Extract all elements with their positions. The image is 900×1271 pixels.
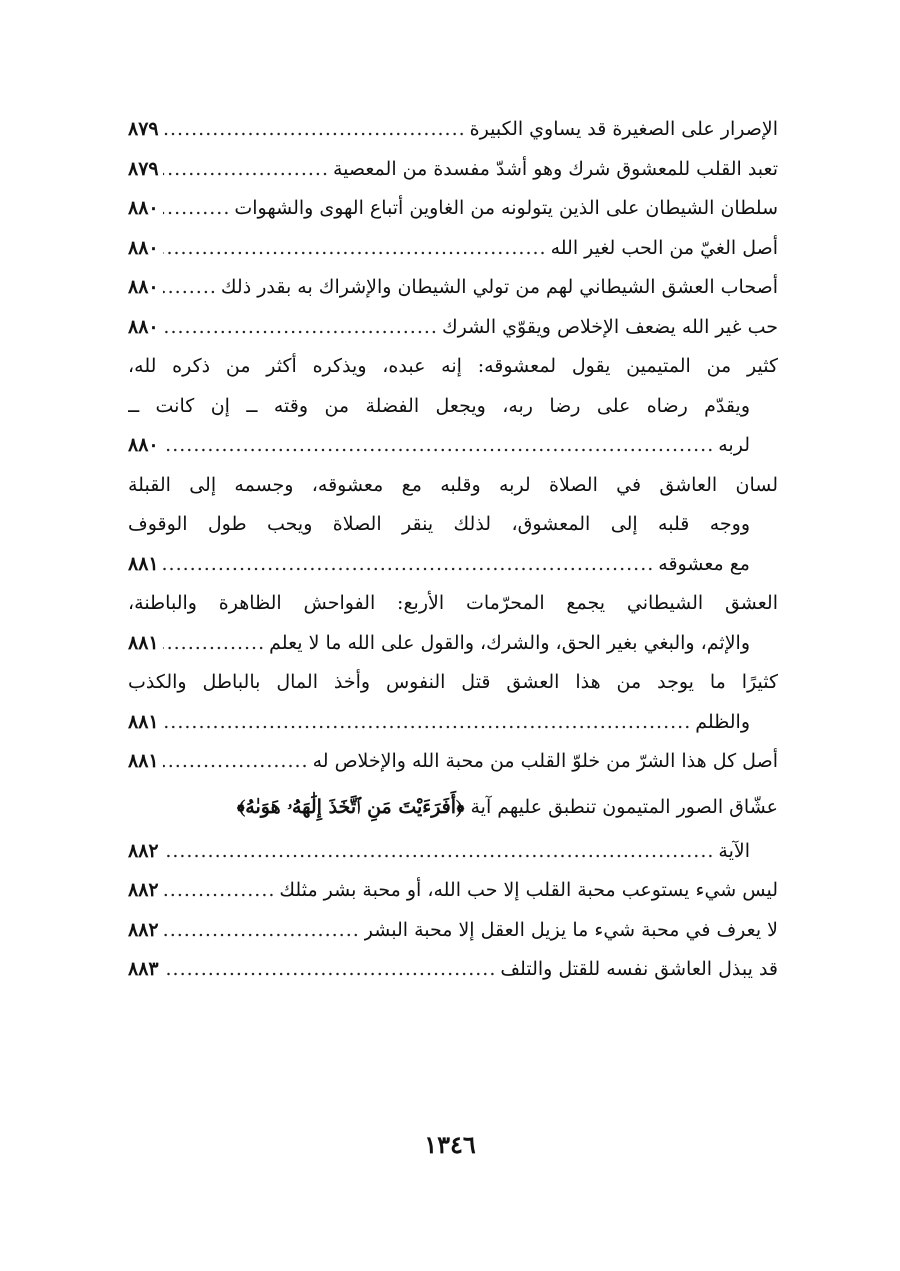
leader-dots <box>163 950 497 990</box>
toc-entry <box>128 229 778 269</box>
toc-entry <box>128 584 778 663</box>
leader-dots <box>163 871 276 911</box>
toc-entry <box>128 911 778 951</box>
page-ref: ٨٨١ <box>128 710 159 733</box>
entry-title-line: كثير من المتيمين يقول لمعشوقه: إنه عبده، ويذكره أكثر من ذكره لله، <box>128 355 778 377</box>
toc-entry <box>128 308 778 348</box>
page-ref: ٨٨٠ <box>128 315 159 338</box>
leader-dots <box>163 832 715 872</box>
table-of-contents <box>128 110 778 990</box>
toc-entry <box>128 742 778 782</box>
page-ref: ٨٨٠ <box>128 276 159 298</box>
entry-title-line: ووجه قلبه إلى المعشوق، لذلك ينقر الصلاة ويحب طول الوقوف <box>128 513 750 535</box>
entry-title-line: عشّاق الصور المتيمون تنطبق عليهم آية <box>470 795 778 818</box>
page-ref: ٨٨١ <box>128 552 159 575</box>
toc-entry <box>128 189 778 229</box>
page-ref: ٨٨٢ <box>128 918 159 941</box>
entry-title-line: العشق الشيطاني يجمع المحرّمات الأربع: الفواحش الظاهرة والباطنة، <box>128 592 778 614</box>
leader-dots <box>163 703 692 743</box>
entry-title-line: كثيرًا ما يوجد من هذا العشق قتل النفوس وأخذ المال بالباطل والكذب <box>128 671 778 693</box>
page-ref: ٨٧٩ <box>128 118 159 140</box>
entry-title: قد يبذل العاشق نفسه للقتل والتلف <box>500 958 778 980</box>
page-ref: ٨٨٠ <box>128 434 159 456</box>
entry-title-line: والإثم، والبغي بغير الحق، والشرك، والقول على الله ما لا يعلم <box>269 631 750 654</box>
page-number: ١٣٤٦ <box>424 1130 476 1159</box>
entry-title: أصل كل هذا الشرّ من خلوّ القلب من محبة الله والإخلاص له <box>312 750 778 772</box>
page-ref: ٨٨٢ <box>128 839 159 862</box>
leader-dots <box>163 150 329 190</box>
entry-title: تعبد القلب للمعشوق شرك وهو أشدّ مفسدة من المعصية <box>332 157 778 180</box>
entry-title-line: مع معشوقه <box>658 552 750 575</box>
entry-title: لا يعرف في محبة شيء ما يزيل العقل إلا محبة البشر <box>363 918 778 941</box>
leader-dots <box>163 229 547 269</box>
leader-dots <box>163 742 309 782</box>
toc-entry <box>128 782 778 872</box>
toc-entry <box>128 268 778 308</box>
leader-dots <box>163 624 266 664</box>
entry-title: أصل الغيّ من الحب لغير الله <box>550 236 778 259</box>
quran-verse: ﴿أَفَرَءَيْتَ مَنِ ٱتَّخَذَ إِلَٰهَهُۥ هَوَىٰهُ﴾ <box>236 795 465 818</box>
leader-dots <box>163 308 438 348</box>
page-ref: ٨٨١ <box>128 750 159 772</box>
toc-entry <box>128 466 778 585</box>
toc-entry <box>128 110 778 150</box>
toc-entry <box>128 950 778 990</box>
toc-entry <box>128 347 778 466</box>
page-ref: ٨٨٠ <box>128 197 159 219</box>
page-ref: ٨٨٢ <box>128 879 159 901</box>
entry-title-line: ويقدّم رضاه على رضا ربه، ويجعل الفضلة من وقته ــ إن كانت ــ <box>128 394 750 417</box>
toc-entry <box>128 150 778 190</box>
entry-title: سلطان الشيطان على الذين يتولونه من الغاوين أتباع الهوى والشهوات <box>234 197 778 219</box>
entry-title: حب غير الله يضعف الإخلاص ويقوّي الشرك <box>441 315 778 338</box>
entry-title: أصحاب العشق الشيطاني لهم من تولي الشيطان والإشراك به بقدر ذلك <box>220 276 778 298</box>
page-ref: ٨٨١ <box>128 631 159 654</box>
entry-title-line: لربه <box>718 434 750 456</box>
leader-dots <box>163 189 231 229</box>
entry-title-line: والظلم <box>695 710 750 733</box>
entry-title-line: لسان العاشق في الصلاة لربه وقلبه مع معشوقه، وجسمه إلى القبلة <box>128 473 778 496</box>
leader-dots <box>163 268 217 308</box>
entry-title: ليس شيء يستوعب محبة القلب إلا حب الله، أو محبة بشر مثلك <box>279 879 778 901</box>
page-ref: ٨٧٩ <box>128 157 159 180</box>
entry-title: الإصرار على الصغيرة قد يساوي الكبيرة <box>469 118 778 140</box>
page-ref: ٨٨٣ <box>128 958 159 980</box>
leader-dots <box>163 426 715 466</box>
page-ref: ٨٨٠ <box>128 236 159 259</box>
entry-title-line: الآية <box>718 839 750 862</box>
leader-dots <box>163 545 655 585</box>
leader-dots <box>163 110 466 150</box>
toc-entry <box>128 663 778 742</box>
leader-dots <box>163 911 360 951</box>
toc-entry <box>128 871 778 911</box>
